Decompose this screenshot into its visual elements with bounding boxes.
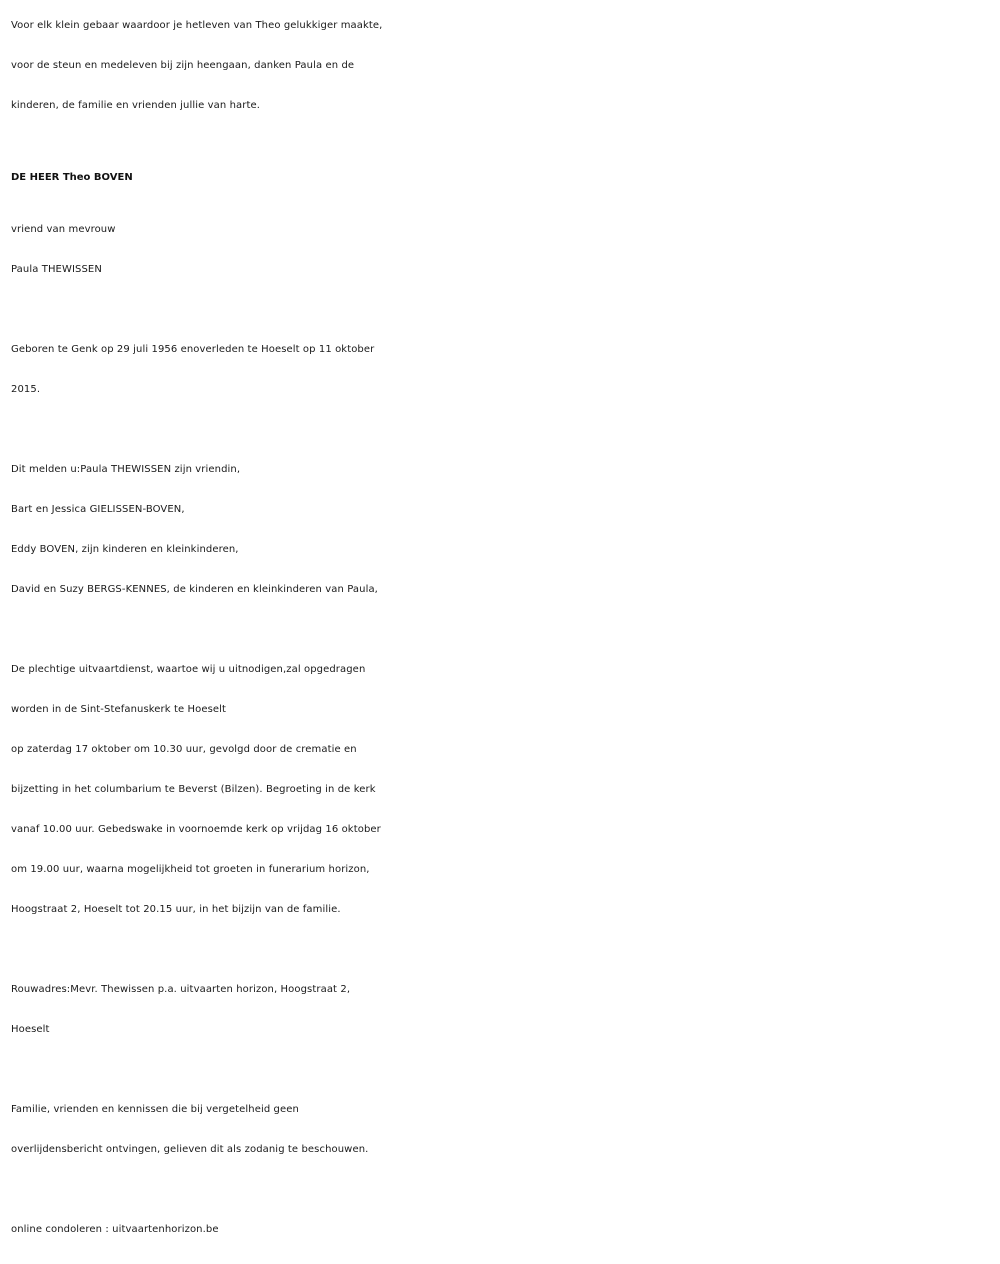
- service-line: bijzetting in het columbarium te Beverst (Bilzen). Begroeting in de kerk: [11, 784, 376, 795]
- birth-death-line: 2015.: [11, 384, 41, 395]
- address-line: Rouwadres:Mevr. Thewissen p.a. uitvaarten horizon, Hoogstraat 2,: [11, 984, 351, 995]
- intro-line: voor de steun en medeleven bij zijn heengaan, danken Paula en de: [11, 60, 355, 71]
- spacer: [11, 1050, 988, 1090]
- condolences-link[interactable]: uitvaartenhorizon.be: [112, 1224, 219, 1235]
- intro-line: Voor elk klein gebaar waardoor je hetleven van Theo gelukkiger maakte,: [11, 20, 383, 31]
- family-line: Dit melden u:Paula THEWISSEN zijn vriendin,: [11, 464, 241, 475]
- family-line: Bart en Jessica GIELISSEN-BOVEN,: [11, 504, 185, 515]
- birth-death-line: Geboren te Genk op 29 juli 1956 enoverleden te Hoeselt op 11 oktober: [11, 344, 375, 355]
- condolences-line: [11, 1210, 988, 1250]
- relation-block: [11, 210, 988, 290]
- service-line: om 19.00 uur, waarna mogelijkheid tot groeten in funerarium horizon,: [11, 864, 370, 875]
- service-line: Hoogstraat 2, Hoeselt tot 20.15 uur, in het bijzijn van de familie.: [11, 904, 341, 915]
- spacer: [11, 930, 988, 970]
- deceased-name-title: DE HEER Theo BOVEN: [11, 172, 133, 183]
- service-line: op zaterdag 17 oktober om 10.30 uur, gevolgd door de crematie en: [11, 744, 357, 755]
- spacer: [11, 410, 988, 450]
- notice-paragraph: [11, 1090, 988, 1170]
- notice-line: overlijdensbericht ontvingen, gelieven dit als zodanig te beschouwen.: [11, 1144, 369, 1155]
- service-line: De plechtige uitvaartdienst, waartoe wij u uitnodigen,zal opgedragen: [11, 664, 366, 675]
- relation-line: vriend van mevrouw: [11, 224, 116, 235]
- birth-death-paragraph: [11, 330, 988, 410]
- notice-line: Familie, vrienden en kennissen die bij vergetelheid geen: [11, 1104, 299, 1115]
- spacer: [11, 290, 988, 330]
- service-paragraph: [11, 650, 988, 930]
- spacer: [11, 1170, 988, 1210]
- service-line: worden in de Sint-Stefanuskerk te Hoeselt: [11, 704, 227, 715]
- intro-line: kinderen, de familie en vrienden jullie van harte.: [11, 100, 261, 111]
- partner-name: Paula THEWISSEN: [11, 264, 102, 275]
- intro-paragraph: [11, 6, 988, 126]
- address-paragraph: [11, 970, 988, 1050]
- service-line: vanaf 10.00 uur. Gebedswake in voornoemde kerk op vrijdag 16 oktober: [11, 824, 381, 835]
- family-line: David en Suzy BERGS-KENNES, de kinderen en kleinkinderen van Paula,: [11, 584, 378, 595]
- family-paragraph: [11, 450, 988, 610]
- address-line: Hoeselt: [11, 1024, 50, 1035]
- family-line: Eddy BOVEN, zijn kinderen en kleinkinderen,: [11, 544, 239, 555]
- spacer: [11, 610, 988, 650]
- condolences-label: online condoleren :: [11, 1224, 113, 1235]
